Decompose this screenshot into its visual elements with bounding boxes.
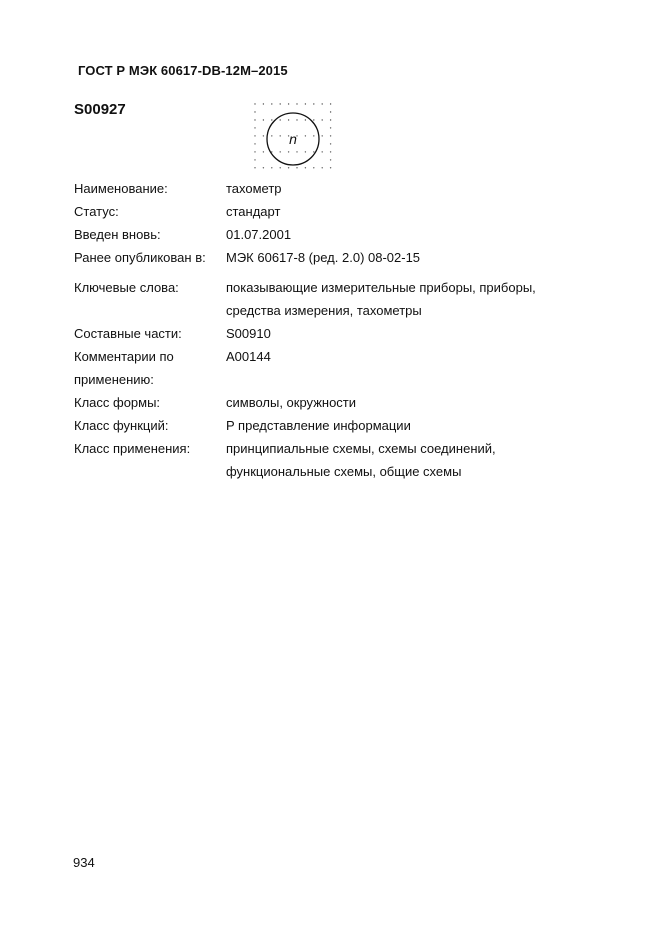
grid-dot [330,167,331,168]
value-shape-class [226,391,594,414]
page-number: 934 [73,855,95,870]
grid-dot [280,119,281,120]
grid-dot [305,151,306,152]
attribute-table [74,177,594,483]
grid-dot [288,103,289,104]
value-name [226,177,594,200]
grid-dot [271,135,272,136]
label-status: Статус: [74,204,119,219]
symbol-letter: n [289,131,297,147]
label-components: Составные части: [74,326,182,341]
tachometer-symbol [254,101,332,171]
value-introduced [226,223,594,246]
grid-dot [263,167,264,168]
value-keywords-line: средства измерения, тахометры [226,303,422,318]
grid-dot [322,103,323,104]
grid-dot [280,151,281,152]
value-published-line: МЭК 60617-8 (ред. 2.0) 08-02-15 [226,250,421,265]
label-comments [74,345,226,391]
value-function-class [226,414,594,437]
value-application-class-line: функциональные схемы, общие схемы [226,464,462,479]
value-application-class [226,437,594,483]
grid-dot [313,103,314,104]
grid-dot [330,159,331,160]
grid-dot [322,151,323,152]
symbol-code: S00927 [74,101,126,118]
grid-dot [330,111,331,112]
row-function-class [74,414,594,437]
value-introduced-line: 01.07.2001 [226,227,292,242]
grid-dot [330,119,331,120]
grid-dot [280,135,281,136]
value-keywords-line: показывающие измерительные приборы, приборы, [226,280,536,295]
label-function-class: Класс функций: [74,418,169,433]
row-components [74,322,594,345]
grid-dot [254,135,255,136]
grid-dot [288,119,289,120]
grid-dot [271,103,272,104]
grid-dot [254,127,255,128]
label-comments-line: Комментарии по [74,349,174,364]
grid-dot [330,127,331,128]
row-application-class [74,437,594,483]
value-status [226,200,594,223]
row-status [74,200,594,223]
grid-dot [305,135,306,136]
value-comments [226,345,594,391]
grid-dot [263,119,264,120]
grid-dot [254,111,255,112]
grid-dot [305,103,306,104]
grid-dot [263,135,264,136]
value-components-line: S00910 [226,326,271,341]
grid-dot [305,119,306,120]
grid-dot [313,119,314,120]
grid-dot [296,103,297,104]
value-comments-line: A00144 [226,349,271,364]
grid-dot [288,151,289,152]
row-comments [74,345,594,391]
row-introduced [74,223,594,246]
tachometer-symbol-svg [254,101,332,171]
grid-dot [330,143,331,144]
label-introduced: Введен вновь: [74,227,161,242]
row-published [74,246,594,269]
grid-dot [330,103,331,104]
value-components [226,322,594,345]
value-application-class-line: принципиальные схемы, схемы соединений, [226,441,496,456]
document-header: ГОСТ Р МЭК 60617-DB-12M–2015 [78,63,288,78]
grid-dot [254,159,255,160]
grid-dot [296,167,297,168]
grid-dot [271,167,272,168]
grid-dot [322,135,323,136]
row-shape-class [74,391,594,414]
label-shape-class: Класс формы: [74,395,161,410]
grid-dot [288,167,289,168]
grid-dot [313,167,314,168]
grid-dot [313,151,314,152]
grid-dot [296,119,297,120]
grid-dot [254,119,255,120]
grid-dot [254,103,255,104]
label-keywords: Ключевые слова: [74,280,179,295]
grid-dot [254,151,255,152]
grid-dot [305,167,306,168]
value-status-line: стандарт [226,204,281,219]
label-published: Ранее опубликован в: [74,250,206,265]
value-keywords [226,276,594,322]
grid-dot [280,167,281,168]
grid-dot [313,135,314,136]
row-name [74,177,594,200]
grid-dot [322,119,323,120]
grid-dot [330,135,331,136]
grid-dot [263,151,264,152]
grid-dot [271,119,272,120]
grid-dot [322,167,323,168]
value-published [226,246,594,269]
value-shape-class-line: символы, окружности [226,395,357,410]
label-application-class: Класс применения: [74,441,191,456]
value-function-class-line: P представление информации [226,418,411,433]
label-name: Наименование: [74,181,168,196]
grid-dot [254,143,255,144]
row-keywords [74,276,594,322]
grid-dot [330,151,331,152]
grid-dot [296,151,297,152]
grid-dot [280,103,281,104]
label-comments-line: применению: [74,372,154,387]
value-name-line: тахометр [226,181,282,196]
grid-dot [263,103,264,104]
grid-dot [254,167,255,168]
